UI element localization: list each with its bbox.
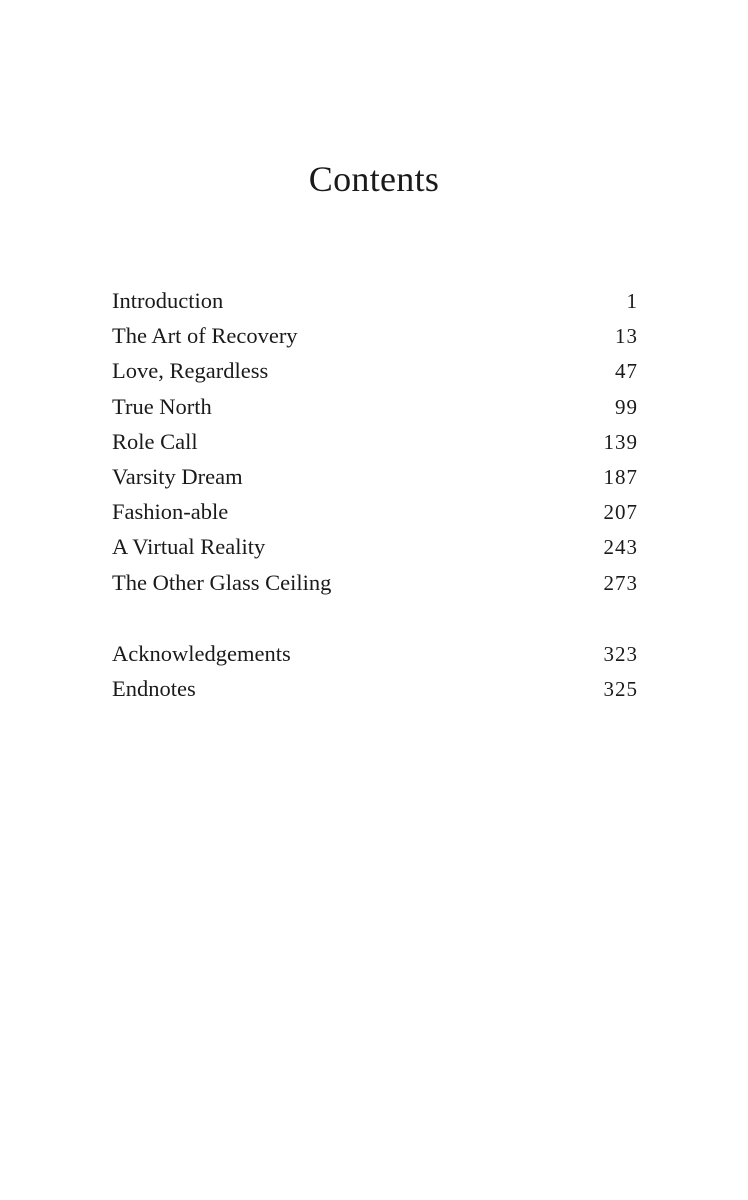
toc-entry[interactable]	[112, 529, 638, 564]
toc-entry[interactable]	[112, 283, 638, 318]
toc-entry-label: True North	[112, 393, 212, 419]
page-title: Contents	[308, 159, 440, 199]
toc-entry-label: Varsity Dream	[112, 463, 243, 489]
toc-entry[interactable]	[112, 389, 638, 424]
toc-entry[interactable]	[112, 636, 638, 671]
toc-entry-page: 243	[603, 535, 638, 560]
toc-entry-label: Endnotes	[112, 676, 196, 702]
toc-entry-page: 139	[603, 429, 638, 454]
toc-entry[interactable]	[112, 459, 638, 494]
toc-entry[interactable]	[112, 424, 638, 459]
toc-entry-page: 99	[615, 394, 638, 419]
toc-entry-label: Role Call	[112, 428, 198, 454]
toc-entry[interactable]	[112, 353, 638, 388]
toc-entry-label: The Art of Recovery	[112, 323, 298, 349]
toc-entry-page: 273	[603, 570, 638, 595]
toc-entry-page: 325	[603, 677, 638, 702]
toc-entry-page: 207	[603, 500, 638, 525]
toc-entry-page: 187	[603, 464, 638, 489]
toc-entry-label: Acknowledgements	[112, 641, 291, 666]
toc-entry-page: 1	[626, 289, 638, 313]
toc-entry[interactable]	[112, 494, 638, 529]
toc-entry-label: A Virtual Reality	[112, 534, 266, 560]
toc-entry[interactable]	[112, 318, 638, 353]
toc-entry-page: 13	[615, 324, 638, 349]
toc-entry-page: 323	[603, 642, 638, 666]
toc-entry[interactable]	[112, 565, 638, 600]
toc-entry-label: The Other Glass Ceiling	[112, 569, 332, 595]
back-matter-list	[112, 636, 638, 706]
toc-entry-label: Love, Regardless	[112, 358, 269, 384]
toc-entry-label: Fashion-able	[112, 499, 229, 525]
chapter-list	[112, 283, 638, 600]
toc-entry[interactable]	[112, 671, 638, 706]
toc-entry-page: 47	[615, 359, 638, 384]
toc-entry-label: Introduction	[112, 288, 224, 313]
